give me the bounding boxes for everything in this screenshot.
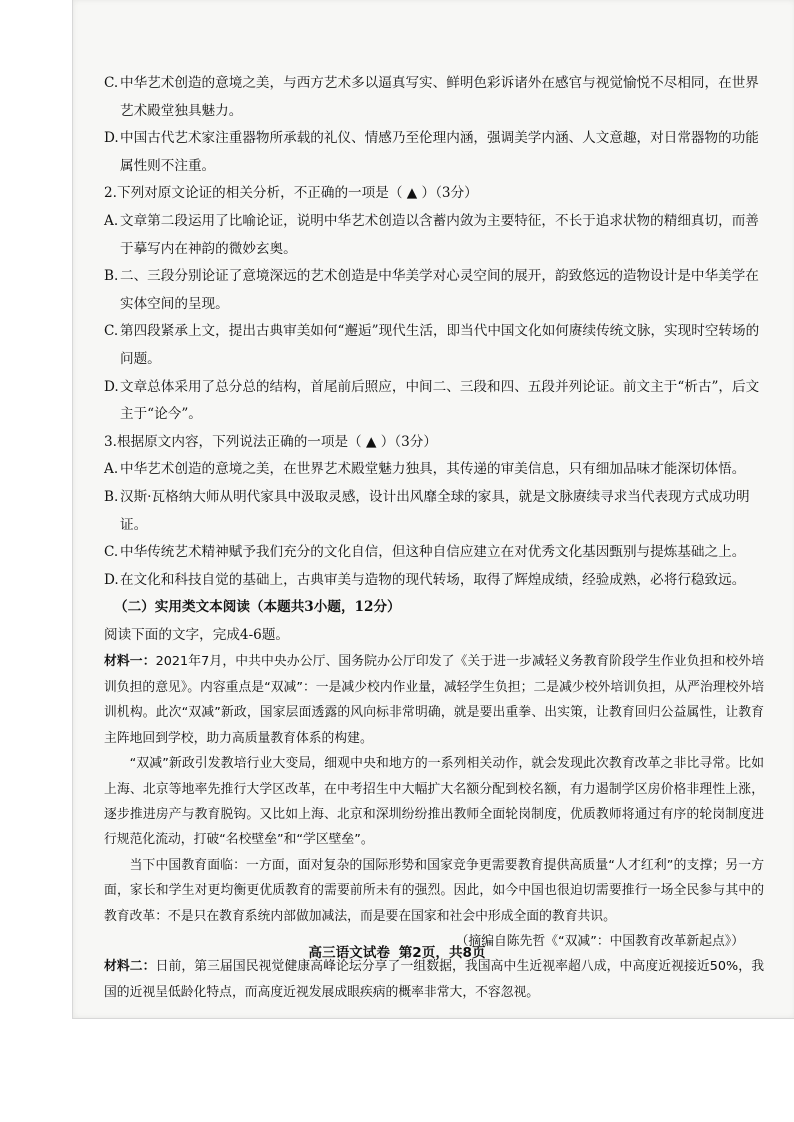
option-text: 在文化和科技自觉的基础上，古典审美与造物的现代转场，取得了辉煌成绩，经验成熟，必将行稳致远。: [120, 571, 746, 588]
q2-option-b: [104, 263, 764, 318]
section-instruction: 阅读下面的文字，完成4-6题。: [104, 626, 290, 643]
q3-option-c: [104, 539, 764, 567]
option-text: 二、三段分别论证了意境深远的艺术创造是中华美学对心灵空间的展开，韵致悠远的造物设计是中华美学在实体空间的呈现。: [120, 268, 759, 312]
option-text: 汉斯·瓦格纳大师从明代家具中汲取灵感，设计出风靡全球的家具，就是文脉赓续寻求当代表现方式成功明证。: [120, 488, 750, 533]
q2-option-a: [104, 208, 764, 263]
option-label: A.: [104, 461, 119, 478]
material-1-paragraph-3: 当下中国教育面临：一方面，面对复杂的国际形势和国家竞争更需要教育提供高质量“人才红利”的支撑；另一方面，家长和学生对更均衡更优质教育的需要前所未有的强烈。因此，如今中国也很迫切需要推行一场全民参与其中的教育改革：不是只在教育系统内部做加减法，而是要在国家和社会中形成全面的教育共识。: [104, 857, 764, 924]
option-label: D.: [104, 378, 119, 395]
q1-option-c: [104, 70, 764, 125]
material-source: （摘编自陈先哲《“双减”：中国教育改革新起点》）: [455, 933, 744, 949]
option-text: 文章总体采用了总分总的结构，首尾前后照应，中间二、三段和四、五段并列论证。前文主于“析古”，后文主于“论今”。: [120, 378, 760, 423]
option-text: 中国古代艺术家注重器物所承载的礼仪、情感乃至伦理内涵，强调美学内涵、人文意趣，对日常器物的功能属性则不注重。: [120, 130, 759, 174]
material-text: 2021年7月，中共中央办公厅、国务院办公厅印发了《关于进一步减轻义务教育阶段学生作业负担和校外培训负担的意见》。内容重点是“双减”：一是减少校内作业量，减轻学生负担；二是减少校外培训负担，从严治理校外培训机构。此次“双减”新政，国家层面透露的风向标非常明确，就是要出重拳、出实策，让教育回归公益属性，让教育主阵地回到学校，助力高质量教育体系的构建。: [104, 654, 765, 746]
question-2-stem: 2.下列对原文论证的相关分析，不正确的一项是（ ▲ ）（3分）: [104, 185, 478, 202]
option-text: 第四段紧承上文，提出古典审美如何“邂逅”现代生活，即当代中国文化如何赓续传统文脉，实现时空转场的问题。: [120, 323, 760, 367]
option-label: D.: [104, 571, 119, 588]
option-label: C.: [104, 75, 119, 91]
option-label: B.: [104, 488, 119, 505]
exam-page: [104, 70, 764, 1005]
material-label: 材料二：: [104, 959, 156, 975]
option-text: 中华艺术创造的意境之美，在世界艺术殿堂魅力独具，其传递的审美信息，只有细加品味才能深切体悟。: [120, 461, 746, 478]
question-3-stem: 3.根据原文内容，下列说法正确的一项是（ ▲ ）（3分）: [104, 433, 437, 450]
option-text: 中华艺术创造的意境之美，与西方艺术多以逼真写实、鲜明色彩诉诸外在感官与视觉愉悦不尽相同，在世界艺术殿堂独具魅力。: [120, 75, 759, 119]
option-label: C.: [104, 544, 119, 561]
page-number: 第2页，共8页: [398, 945, 486, 961]
material-1: [104, 649, 764, 954]
q1-option-d: [104, 125, 764, 180]
option-text: 文章第二段运用了比喻论证，说明中华艺术创造以含蓄内敛为主要特征，不长于追求状物的精细真切，而善于摹写内在神韵的微妙玄奥。: [120, 212, 759, 257]
page-footer: [0, 941, 794, 961]
q2-option-c: [104, 318, 764, 373]
q3-option-d: [104, 567, 764, 595]
option-label: C.: [104, 323, 119, 340]
option-label: D.: [104, 130, 119, 147]
q3-option-b: [104, 484, 764, 539]
option-text: 中华传统艺术精神赋予我们充分的文化自信，但这种自信应建立在对优秀文化基因甄别与提炼基础之上。: [120, 544, 746, 561]
material-text: 日前，第三届国民视觉健康高峰论坛分享了一组数据，我国高中生近视率超八成，中高度近视接近50%，我国的近视呈低龄化特点，而高度近视发展成眼疾病的概率非常大，不容忽视。: [104, 959, 764, 1000]
q3-option-a: [104, 456, 764, 484]
option-label: B.: [104, 268, 119, 285]
material-label: 材料一：: [104, 654, 156, 670]
material-2: [104, 954, 764, 1005]
q2-option-d: [104, 374, 764, 429]
exam-title: 高三语文试卷: [308, 945, 390, 961]
section-heading: （二）实用类文本阅读（本题共3小题，12分）: [114, 599, 401, 616]
material-1-paragraph-2: “双减”新政引发教培行业大变局，细观中央和地方的一系列相关动作，就会发现此次教育改革之非比寻常。比如上海、北京等地率先推行大学区改革，在中考招生中大幅扩大名额分配到校名额，有力遏制学区房价格非理性上涨，逐步推进房产与教育脱钩。又比如上海、北京和深圳纷纷推出教师全面轮岗制度，优质教师将通过有序的轮岗制度进行规范化流动，打破“名校壁垒”和“学区壁垒”。: [104, 756, 764, 848]
material-1-paragraph-1: [104, 649, 764, 751]
option-label: A.: [104, 212, 119, 229]
